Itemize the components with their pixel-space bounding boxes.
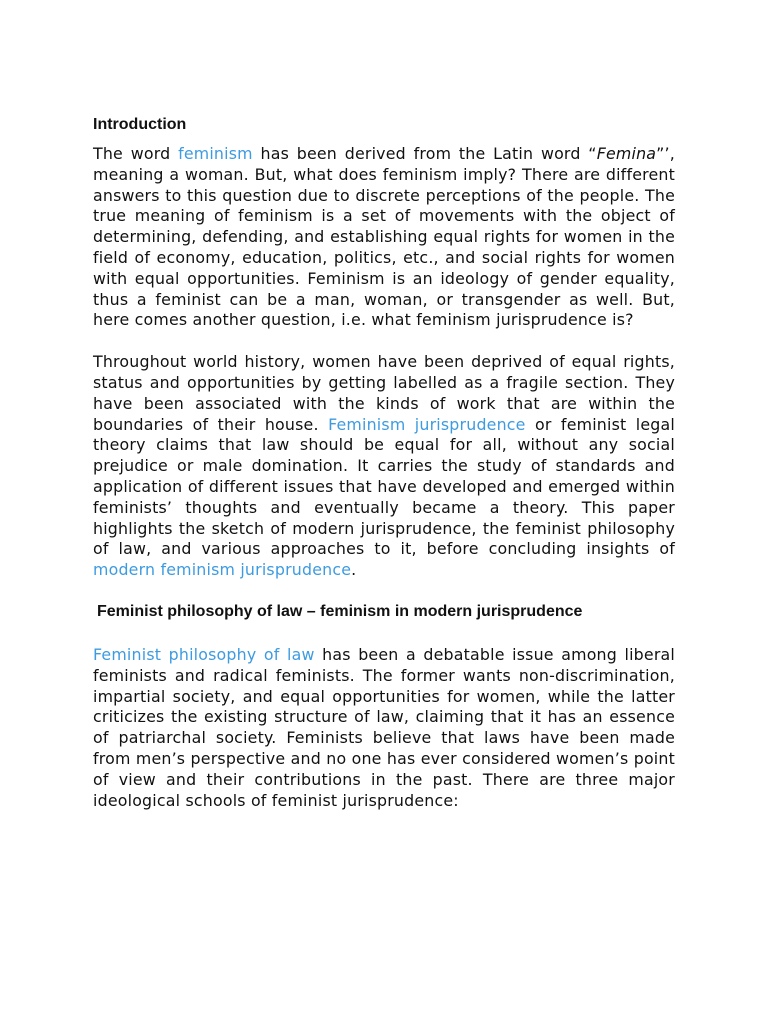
- text-run: has been a debatable issue among liberal feminists and radical feminists. The former wants non-discrimination, impartial society, and equal opportunities for women, while the latter criticizes the existing structure of law, claiming that it has an essence of patriarchal society. Feminists believe that laws have been made from men’s perspective and no one has ever considered women’s point of view and their contributions in the past. There are three major ideological schools of feminist jurisprudence:: [93, 644, 675, 810]
- intro-paragraph-2: [93, 352, 675, 581]
- latin-word-italic: Femina: [596, 144, 657, 163]
- text-run: has been derived from the Latin word “: [252, 144, 597, 163]
- feminism-link[interactable]: feminism: [178, 144, 253, 163]
- text-run: The word: [93, 144, 179, 163]
- feminist-philosophy-link[interactable]: Feminist philosophy of law: [93, 644, 315, 664]
- section-heading: Feminist philosophy of law – feminism in modern jurisprudence: [97, 602, 583, 620]
- document-page: [93, 113, 675, 811]
- feminism-jurisprudence-link[interactable]: Feminism jurisprudence: [328, 414, 526, 434]
- introduction-heading: Introduction: [93, 116, 187, 133]
- text-run: .: [351, 560, 357, 580]
- text-run: Throughout world history, women have been deprived of equal rights, status and opportunities by getting labelled as a fragile section. They have been associated with the kinds of work that are within the boundaries of their house.: [93, 352, 675, 434]
- intro-paragraph-1: [93, 144, 675, 331]
- text-run: or feminist legal theory claims that law should be equal for all, without any social prejudice or male domination. It carries the study of standards and application of different issues that have developed and emerged within feminists’ thoughts and eventually became a theory. This paper highlights the sketch of modern jurisprudence, the feminist philosophy of law, and various approaches to it, before concluding insights of: [93, 414, 675, 559]
- modern-feminism-jurisprudence-link[interactable]: modern feminism jurisprudence: [93, 560, 352, 580]
- text-run: ”’, meaning a woman. But, what does feminism imply? There are different answers to this question due to discrete perceptions of the people. The true meaning of feminism is a set of movements with the object of determining, defending, and establishing equal rights for women in the field of economy, education, politics, etc., and social rights for women with equal opportunities. Feminism is an ideology of gender equality, thus a feminist can be a man, woman, or transgender as well. But, here comes another question, i.e. what feminism jurisprudence is?: [93, 144, 675, 330]
- section-paragraph-1: [93, 645, 675, 811]
